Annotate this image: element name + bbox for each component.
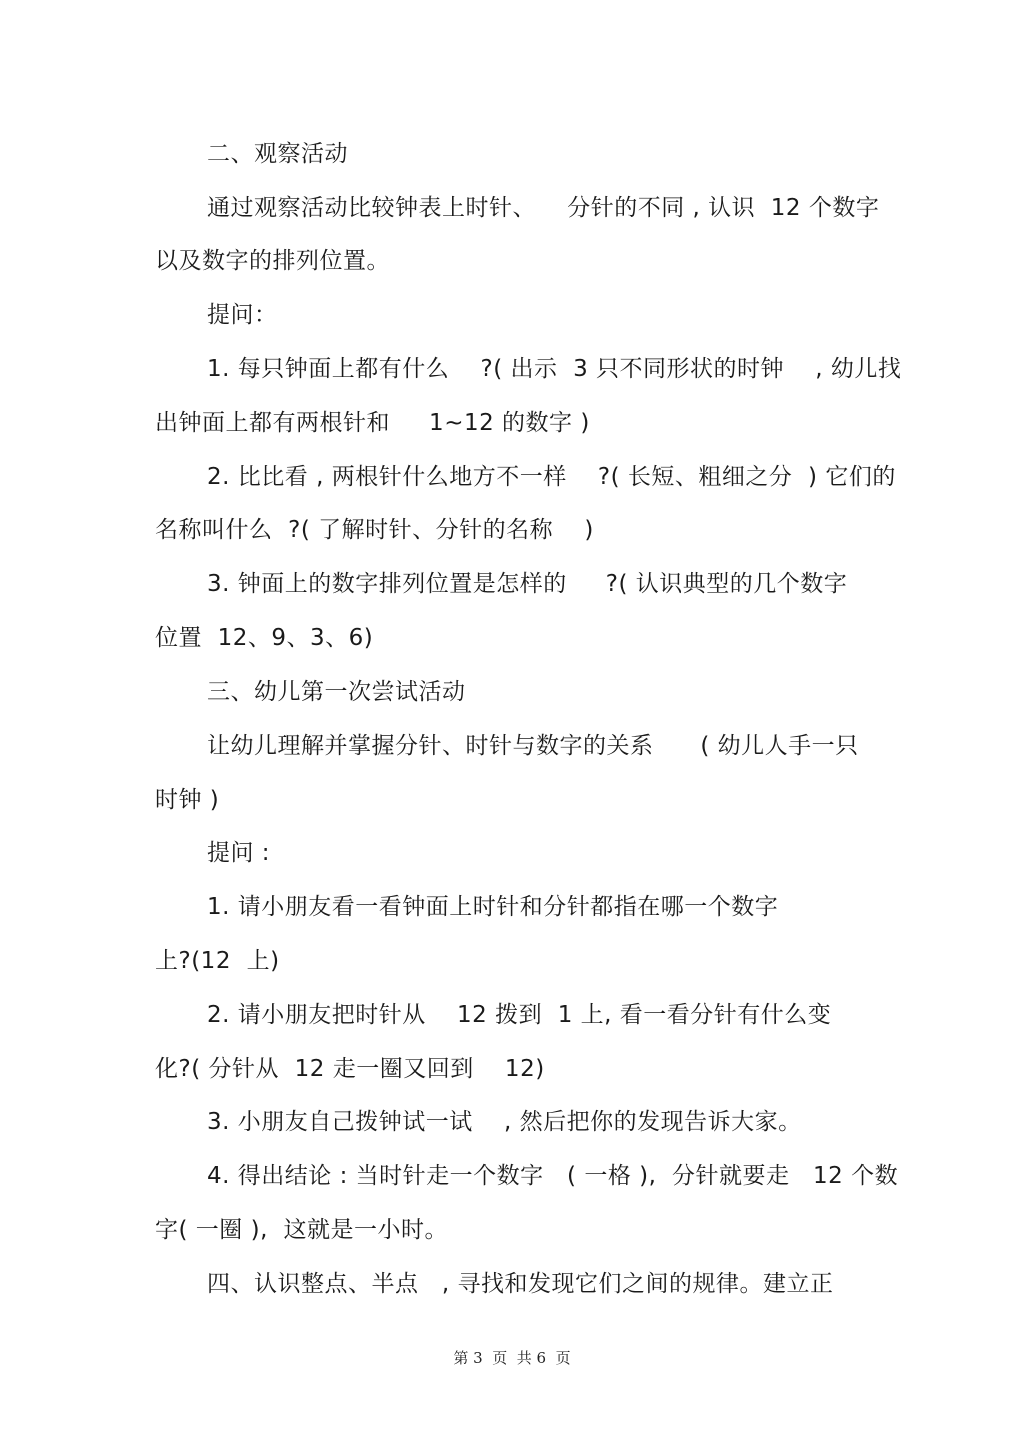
paragraph-line: 化?( 分针从 12 走一圈又回到 12) (155, 1056, 545, 1082)
paragraph-line: 名称叫什么 ?( 了解时针、分针的名称 ) (155, 517, 594, 543)
paragraph-line: 字( 一圈 ), 这就是一小时。 (155, 1217, 449, 1243)
question-label: 提问 : (207, 840, 271, 866)
paragraph-line: 出钟面上都有两根针和 1~12 的数字 ) (155, 410, 590, 436)
paragraph-line: 以及数字的排列位置。 (155, 248, 390, 274)
paragraph-line: 2. 请小朋友把时针从 12 拨到 1 上, 看一看分针有什么变 (207, 1002, 832, 1028)
page-footer: 第 3 页 共 6 页 (453, 1349, 571, 1367)
question-label: 提问： (207, 302, 278, 328)
paragraph-line: 让幼儿理解并掌握分针、时针与数字的关系 ( 幼儿人手一只 (207, 733, 859, 759)
paragraph-line: 3. 小朋友自己拨钟试一试 , 然后把你的发现告诉大家。 (207, 1109, 802, 1135)
paragraph-line: 上?(12 上) (155, 948, 280, 974)
section-heading-whole-half-hour: 四、认识整点、半点 , 寻找和发现它们之间的规律。建立正 (207, 1271, 834, 1297)
paragraph-line: 位置 12、9、3、6) (155, 625, 374, 651)
paragraph-line: 通过观察活动比较钟表上时针、 分针的不同 , 认识 12 个数字 (207, 195, 880, 221)
paragraph-line: 1. 每只钟面上都有什么 ?( 出示 3 只不同形状的时钟 , 幼儿找 (207, 356, 902, 382)
paragraph-line: 2. 比比看 , 两根针什么地方不一样 ?( 长短、粗细之分 ) 它们的 (207, 464, 896, 490)
paragraph-line: 时钟 ) (155, 787, 220, 813)
paragraph-line: 4. 得出结论 : 当时针走一个数字 ( 一格 ), 分针就要走 12 个数 (207, 1163, 899, 1189)
section-heading-first-attempt: 三、幼儿第一次尝试活动 (207, 679, 466, 705)
paragraph-line: 3. 钟面上的数字排列位置是怎样的 ?( 认识典型的几个数字 (207, 571, 848, 597)
paragraph-line: 1. 请小朋友看一看钟面上时针和分针都指在哪一个数字 (207, 894, 779, 920)
section-heading-observation: 二、观察活动 (207, 141, 348, 167)
